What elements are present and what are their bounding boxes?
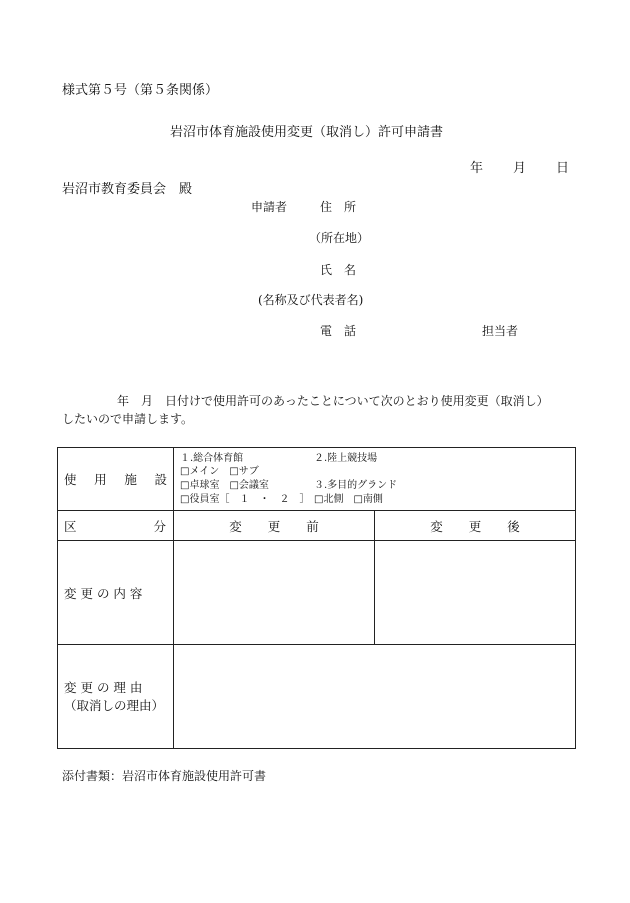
facility-option-main-sub[interactable]: □メイン □サブ: [180, 466, 259, 477]
document-title: 岩沼市体育施設使用変更（取消し）許可申請書: [170, 125, 444, 140]
division-label-char: 分: [153, 518, 166, 534]
facility-row: [58, 448, 576, 511]
facility-options-cell: [174, 448, 576, 511]
facility-option-ground: ３.多目的グランド: [314, 480, 398, 491]
before-header-cell: [174, 511, 375, 541]
date-day: 日: [556, 161, 570, 176]
facility-label-char: 施: [124, 472, 137, 487]
content-after-input[interactable]: [375, 541, 576, 645]
applicant-label: 申請者: [251, 200, 288, 214]
facility-label-char: 使: [64, 472, 77, 487]
facility-option-gym: １.総合体育館: [180, 453, 244, 464]
attachment-note: 添付書類：岩沼市体育施設使用許可書: [62, 769, 267, 783]
reason-label-cell: [58, 645, 174, 749]
content-label-cell: [58, 541, 174, 645]
before-label-char: 前: [306, 518, 319, 534]
after-label-char: 後: [507, 518, 520, 534]
contact-person-label: 担当者: [482, 324, 519, 338]
body-text-line1: 年 月 日付けで使用許可のあったことについて次のとおり使用変更（取消し）: [117, 394, 549, 408]
facility-option-track: ２.陸上競技場: [314, 453, 378, 464]
header-row: [58, 511, 576, 541]
facility-option-rooms[interactable]: □卓球室 □会議室: [180, 480, 269, 491]
facility-option-north-south[interactable]: □北側 □南側: [314, 494, 383, 505]
name-label: 氏 名: [320, 263, 357, 277]
division-label-char: 区: [64, 518, 77, 534]
date-year: 年: [470, 161, 484, 176]
application-table: [57, 447, 576, 749]
content-row: [58, 541, 576, 645]
reason-input[interactable]: [174, 645, 576, 749]
facility-label-cell: [58, 448, 174, 511]
reason-sublabel: （取消しの理由）: [64, 697, 165, 713]
after-header-cell: [375, 511, 576, 541]
division-header-cell: [58, 511, 174, 541]
before-label-char: 更: [267, 518, 281, 534]
facility-label-char: 用: [94, 472, 107, 487]
after-label-char: 更: [468, 518, 482, 534]
content-before-input[interactable]: [174, 541, 375, 645]
after-label-char: 変: [430, 518, 443, 534]
reason-label: 変 更 の 理 由: [64, 679, 143, 695]
phone-label: 電 話: [320, 324, 357, 338]
reason-row: [58, 645, 576, 749]
content-label: 変 更 の 内 容: [64, 585, 143, 601]
addressee: 岩沼市教育委員会 殿: [62, 182, 193, 197]
representative-label: (名称及び代表者名): [258, 293, 364, 307]
facility-option-officer-room[interactable]: □役員室［ １ ・ ２ ］: [180, 494, 310, 505]
location-label: （所在地）: [309, 231, 370, 245]
before-label-char: 変: [229, 518, 242, 534]
date-month: 月: [513, 161, 527, 176]
address-label: 住 所: [320, 200, 357, 214]
facility-label-char: 設: [154, 472, 167, 487]
form-number: 様式第５号（第５条関係）: [62, 83, 219, 98]
body-text-line2: したいので申請します。: [62, 412, 194, 426]
